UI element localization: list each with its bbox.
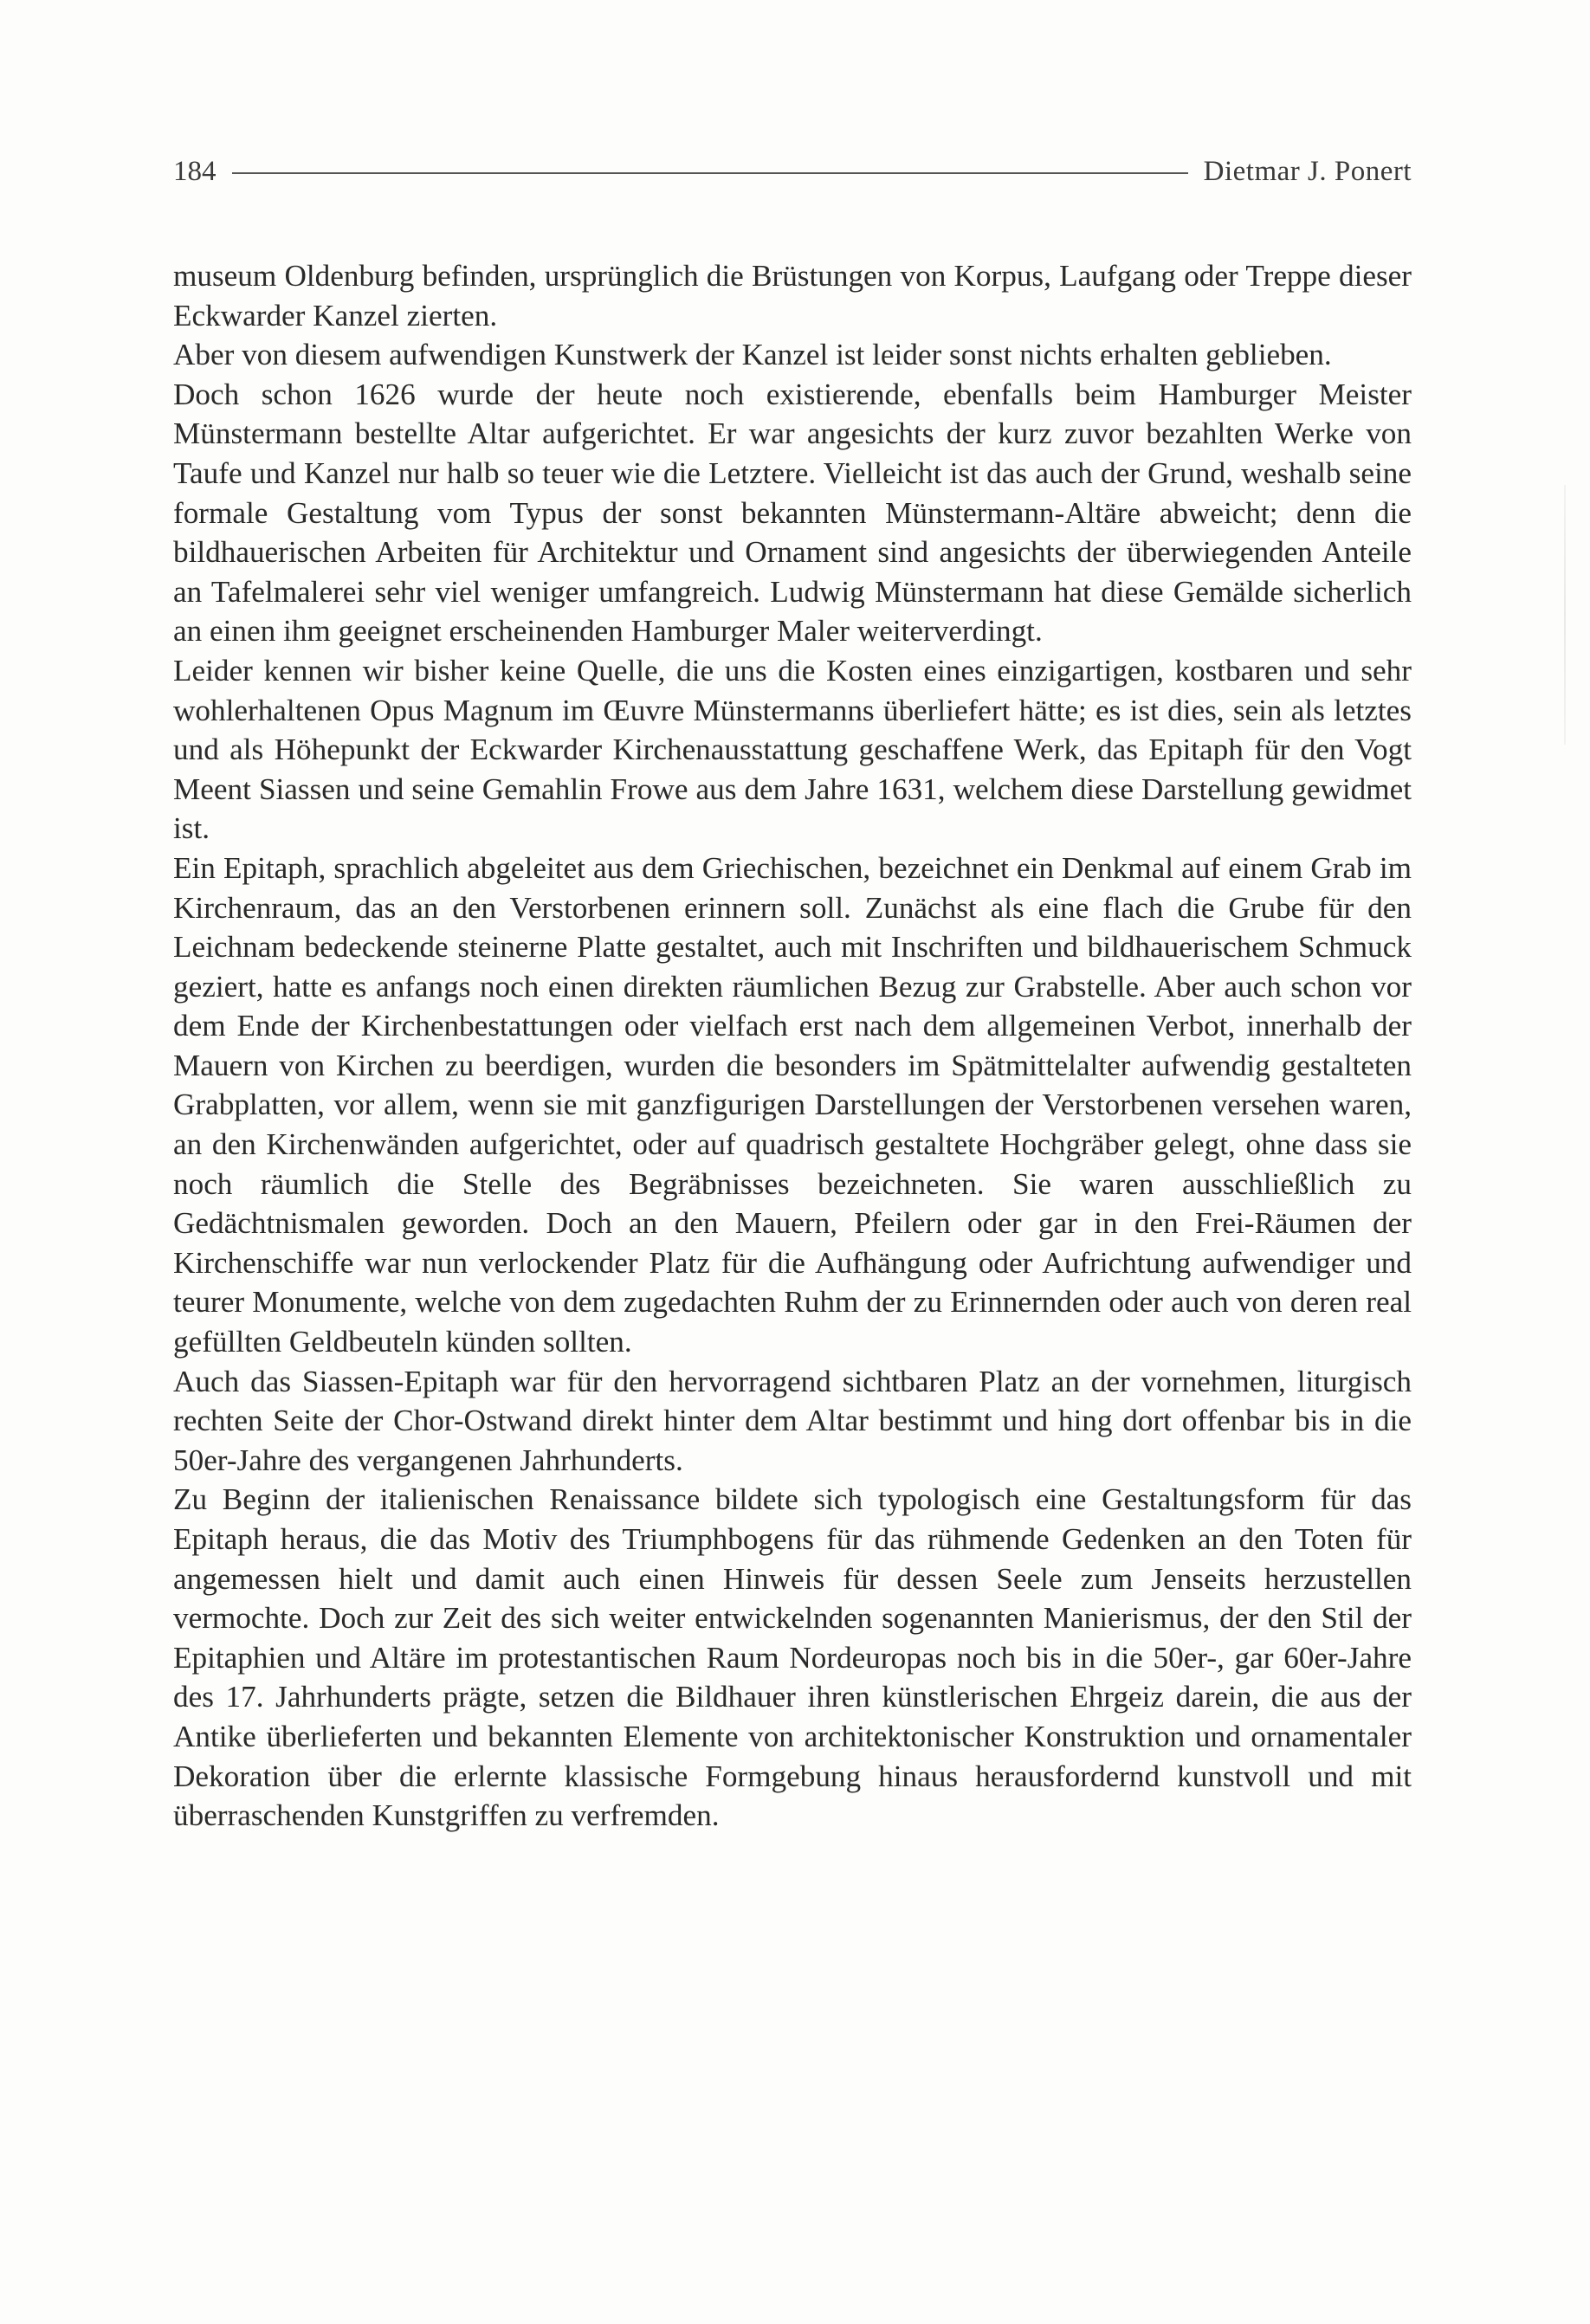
running-header <box>173 152 1412 190</box>
scan-edge-mark <box>1564 485 1566 745</box>
page-number: 184 <box>173 155 217 187</box>
paragraph: Doch schon 1626 wurde der heute noch existierende, ebenfalls beim Hamburger Meister Münstermann bestellte Altar aufgerichtet. Er war angesichts der kurz zuvor bezahlten Werke von Taufe und Kanzel nur halb so teuer wie die Letztere. Vielleicht ist das auch der Grund, weshalb seine formale Gestaltung vom Typus der sonst bekannten Münstermann-Altäre abweicht; denn die bildhauerischen Arbeiten für Architektur und Ornament sind angesichts der überwiegenden Anteile an Tafelmalerei sehr viel weniger umfangreich. Ludwig Münstermann hat diese Gemälde sicherlich an einen ihm geeignet erscheinenden Hamburger Maler weiterverdingt. <box>173 377 1412 649</box>
paragraph: Aber von diesem aufwendigen Kunstwerk der Kanzel ist leider sonst nichts erhalten geblieben. <box>173 338 1332 372</box>
paragraph: Auch das Siassen-Epitaph war für den hervorragend sichtbaren Platz an der vornehmen, liturgisch rechten Seite der Chor-Ostwand direkt hinter dem Altar bestimmt und hing dort offenbar bis in die 50er-Jahre des vergangenen Jahrhunderts. <box>173 1364 1412 1477</box>
paragraph: Ein Epitaph, sprachlich abgeleitet aus dem Griechischen, bezeichnet ein Denkmal auf einem Grab im Kirchenraum, das an den Verstorbenen erinnern soll. Zunächst als eine flach die Grube für den Leichnam bedeckende steinerne Platte gestaltet, auch mit Inschriften und bildhauerischem Schmuck geziert, hatte es anfangs noch einen direkten räumlichen Bezug zur Grabstelle. Aber auch schon vor dem Ende der Kirchenbestattungen oder vielfach erst nach dem allgemeinen Verbot, innerhalb der Mauern von Kirchen zu beerdigen, wurden die besonders im Spätmittelalter aufwendig gestalteten Grabplatten, vor allem, wenn sie mit ganzfigurigen Darstellungen der Verstorbenen versehen waren, an den Kirchenwänden aufgerichtet, oder auf quadrisch gestaltete Hochgräber gelegt, ohne dass sie noch räumlich die Stelle des Begräbnisses bezeichneten. Sie waren ausschließlich zu Gedächtnismalen geworden. Doch an den Mauern, Pfeilern oder gar in den Frei-Räumen der Kirchenschiffe war nun verlockender Platz für die Aufhängung oder Aufrichtung aufwendiger und teurer Monumente, welche von dem zugedachten Ruhm der zu Erinnernden oder auch von deren real gefüllten Geldbeuteln künden sollten. <box>173 850 1412 1359</box>
paragraph: Leider kennen wir bisher keine Quelle, die uns die Kosten eines einzigartigen, kostbaren und sehr wohlerhaltenen Opus Magnum im Œuvre Münstermanns überliefert hätte; es ist dies, sein als letztes und als Höhepunkt der Eckwarder Kirchenausstattung geschaffene Werk, das Epitaph für den Vogt Meent Siassen und seine Gemahlin Frowe aus dem Jahre 1631, welchem diese Darstellung gewidmet ist. <box>173 653 1412 846</box>
paragraph: Zu Beginn der italienischen Renaissance bildete sich typologisch eine Gestaltungsform für das Epitaph heraus, die das Motiv des Triumphbogens für das rühmende Gedenken an den Toten für angemessen hielt und damit auch einen Hinweis für dessen Seele zum Jenseits herzustellen vermochte. Doch zur Zeit des sich weiter entwickelnden sogenannten Manierismus, der den Stil der Epitaphien und Altäre im protestantischen Raum Nordeuropas noch bis in die 50er-, gar 60er-Jahre des 17. Jahrhunderts prägte, setzen die Bildhauer ihren künstlerischen Ehrgeiz darein, die aus der Antike überlieferten und bekannten Elemente von architektonischer Konstruktion und ornamentaler Dekoration über die erlernte klassische Formgebung hinaus herausfordernd kunstvoll und mit überraschenden Kunstgriffen zu verfremden. <box>173 1482 1412 1833</box>
paragraph: museum Oldenburg befinden, ursprünglich die Brüstungen von Korpus, Laufgang oder Treppe dieser Eckwarder Kanzel zierten. <box>173 259 1412 332</box>
running-author: Dietmar J. Ponert <box>1203 155 1412 187</box>
body-text <box>173 256 1412 1836</box>
header-rule <box>232 172 1188 174</box>
